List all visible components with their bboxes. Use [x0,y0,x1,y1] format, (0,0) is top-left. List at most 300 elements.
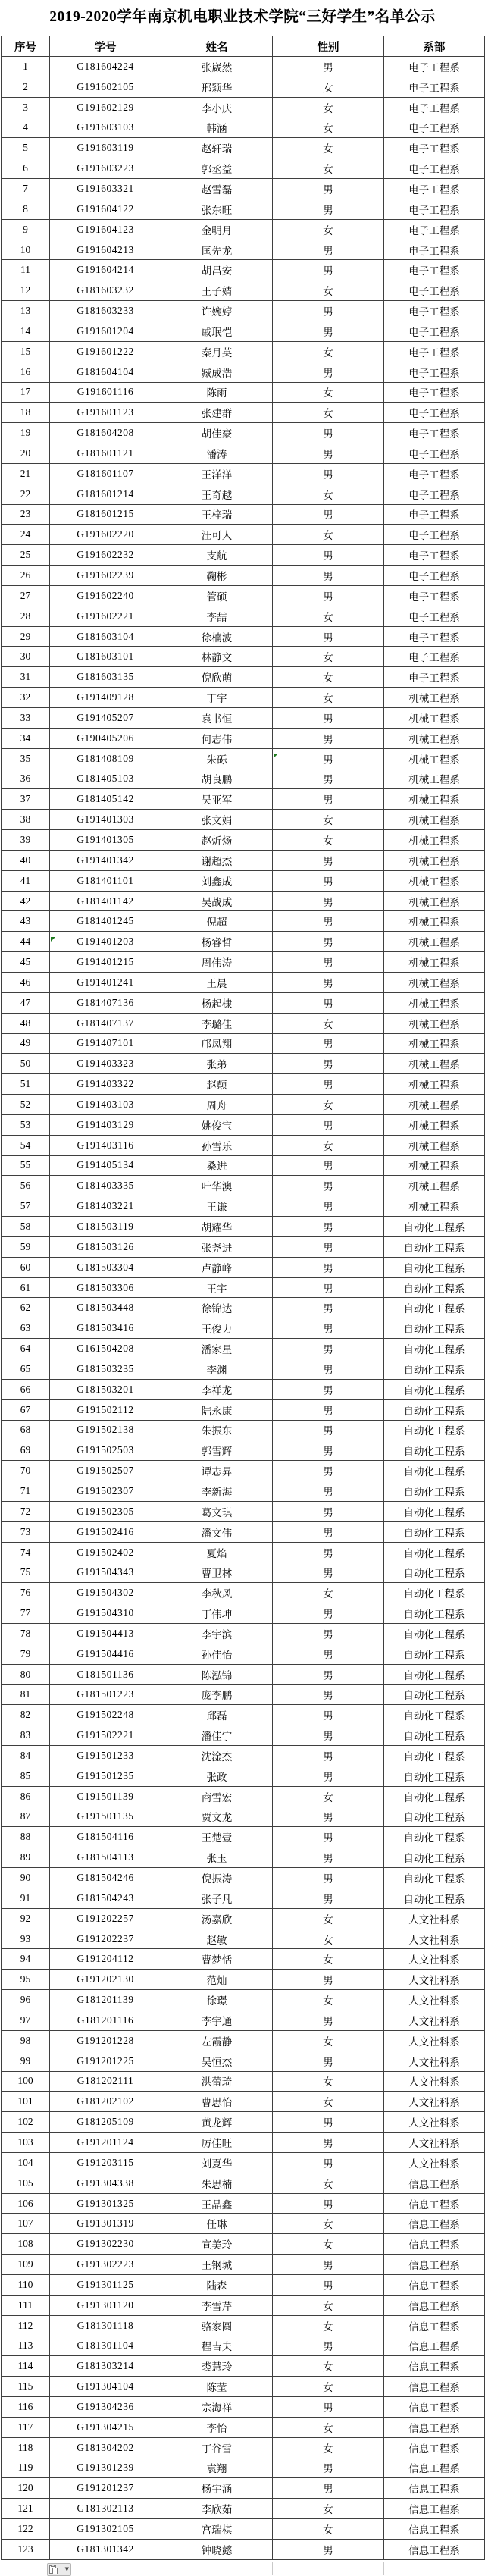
cell-department[interactable]: 电子工程系 [384,138,485,158]
cell-index[interactable]: 109 [2,2255,50,2275]
cell-student-id[interactable]: G191401342 [50,850,161,870]
cell-name[interactable]: 赵轩瑞 [161,138,273,158]
cell-department[interactable]: 机械工程系 [384,891,485,911]
cell-name[interactable]: 叶华澳 [161,1176,273,1196]
cell-student-id[interactable]: G191201124 [50,2133,161,2153]
cell-gender[interactable]: 男 [273,1868,384,1888]
cell-student-id[interactable]: G191401203 [50,932,161,952]
cell-department[interactable]: 机械工程系 [384,952,485,973]
cell-student-id[interactable]: G191502416 [50,1521,161,1542]
cell-department[interactable]: 自动化工程系 [384,1644,485,1664]
cell-name[interactable]: 袁翔 [161,2458,273,2478]
cell-gender[interactable]: 女 [273,2234,384,2255]
cell-index[interactable]: 98 [2,2030,50,2051]
header-department[interactable]: 系部 [384,36,485,57]
cell-name[interactable]: 左霞静 [161,2030,273,2051]
cell-department[interactable]: 信息工程系 [384,2499,485,2519]
cell-name[interactable]: 陆永康 [161,1399,273,1420]
cell-gender[interactable]: 男 [273,260,384,280]
cell-department[interactable]: 机械工程系 [384,789,485,810]
cell-department[interactable]: 自动化工程系 [384,1868,485,1888]
cell-gender[interactable]: 女 [273,525,384,545]
cell-gender[interactable]: 男 [273,2133,384,2153]
cell-department[interactable]: 自动化工程系 [384,1379,485,1399]
cell-index[interactable]: 8 [2,199,50,219]
cell-gender[interactable]: 男 [273,1114,384,1135]
cell-gender[interactable]: 男 [273,1644,384,1664]
cell-index[interactable]: 55 [2,1155,50,1176]
cell-name[interactable]: 裘慧玲 [161,2356,273,2377]
cell-index[interactable]: 10 [2,240,50,260]
cell-department[interactable]: 人文社科系 [384,1929,485,1949]
cell-index[interactable]: 6 [2,158,50,179]
cell-department[interactable]: 电子工程系 [384,403,485,423]
cell-index[interactable]: 11 [2,260,50,280]
cell-index[interactable]: 79 [2,1644,50,1664]
cell-student-id[interactable]: G191405207 [50,708,161,729]
cell-name[interactable]: 邱磊 [161,1705,273,1725]
cell-department[interactable]: 自动化工程系 [384,1481,485,1502]
cell-gender[interactable]: 男 [273,1746,384,1766]
cell-department[interactable]: 人文社科系 [384,2030,485,2051]
cell-name[interactable]: 王楚壹 [161,1827,273,1847]
header-index[interactable]: 序号 [2,36,50,57]
cell-index[interactable]: 91 [2,1888,50,1908]
cell-index[interactable]: 123 [2,2539,50,2559]
cell-name[interactable]: 曹卫林 [161,1562,273,1583]
cell-gender[interactable]: 女 [273,647,384,667]
cell-student-id[interactable]: G191304236 [50,2397,161,2418]
cell-gender[interactable]: 男 [273,1664,384,1684]
cell-gender[interactable]: 男 [273,423,384,443]
cell-index[interactable]: 25 [2,545,50,566]
cell-name[interactable]: 匡先龙 [161,240,273,260]
cell-student-id[interactable]: G181301104 [50,2336,161,2356]
cell-student-id[interactable]: G191502507 [50,1461,161,1481]
cell-gender[interactable]: 男 [273,504,384,525]
cell-gender[interactable]: 女 [273,2030,384,2051]
cell-department[interactable]: 电子工程系 [384,97,485,118]
cell-name[interactable]: 朱思楠 [161,2173,273,2193]
cell-gender[interactable]: 女 [273,382,384,403]
cell-index[interactable]: 75 [2,1562,50,1583]
cell-student-id[interactable]: G191202257 [50,1908,161,1929]
cell-department[interactable]: 电子工程系 [384,301,485,321]
cell-student-id[interactable]: G191502138 [50,1420,161,1440]
cell-name[interactable]: 倪超 [161,911,273,932]
cell-name[interactable]: 李璐佳 [161,1013,273,1033]
cell-student-id[interactable]: G181603135 [50,667,161,688]
cell-index[interactable]: 86 [2,1786,50,1807]
cell-index[interactable]: 117 [2,2417,50,2437]
cell-index[interactable]: 77 [2,1603,50,1624]
cell-name[interactable]: 李小庆 [161,97,273,118]
cell-department[interactable]: 信息工程系 [384,2214,485,2234]
cell-gender[interactable]: 男 [273,1379,384,1399]
cell-gender[interactable]: 男 [273,1277,384,1298]
cell-gender[interactable]: 女 [273,2377,384,2397]
cell-gender[interactable]: 男 [273,1318,384,1339]
cell-student-id[interactable]: G191405134 [50,1155,161,1176]
cell-student-id[interactable]: G191604214 [50,260,161,280]
cell-name[interactable]: 徐璟 [161,1990,273,2010]
cell-department[interactable]: 自动化工程系 [384,1521,485,1542]
cell-department[interactable]: 机械工程系 [384,1054,485,1074]
cell-student-id[interactable]: G181401101 [50,870,161,891]
cell-name[interactable]: 徐锦达 [161,1298,273,1318]
cell-department[interactable]: 信息工程系 [384,2539,485,2559]
cell-index[interactable]: 60 [2,1257,50,1277]
cell-department[interactable]: 自动化工程系 [384,1827,485,1847]
cell-gender[interactable]: 女 [273,2071,384,2092]
cell-department[interactable]: 自动化工程系 [384,1583,485,1603]
cell-name[interactable]: 王谦 [161,1196,273,1217]
cell-gender[interactable]: 男 [273,952,384,973]
cell-index[interactable]: 40 [2,850,50,870]
cell-department[interactable]: 信息工程系 [384,2315,485,2336]
cell-gender[interactable]: 男 [273,1339,384,1359]
cell-student-id[interactable]: G181603232 [50,280,161,301]
cell-index[interactable]: 5 [2,138,50,158]
cell-student-id[interactable]: G181401245 [50,911,161,932]
cell-gender[interactable]: 男 [273,2010,384,2031]
cell-student-id[interactable]: G191301120 [50,2295,161,2315]
cell-name[interactable]: 胡良鹏 [161,769,273,789]
cell-index[interactable]: 81 [2,1684,50,1705]
cell-name[interactable]: 骆家圆 [161,2315,273,2336]
cell-student-id[interactable]: G191502305 [50,1501,161,1521]
cell-index[interactable]: 105 [2,2173,50,2193]
cell-name[interactable]: 谭志昇 [161,1461,273,1481]
cell-name[interactable]: 李祥龙 [161,1379,273,1399]
cell-department[interactable]: 自动化工程系 [384,1399,485,1420]
cell-student-id[interactable]: G191401215 [50,952,161,973]
cell-gender[interactable]: 男 [273,1399,384,1420]
cell-department[interactable]: 机械工程系 [384,1114,485,1135]
cell-department[interactable]: 信息工程系 [384,2519,485,2540]
cell-name[interactable]: 夏焰 [161,1542,273,1562]
cell-department[interactable]: 电子工程系 [384,158,485,179]
cell-index[interactable]: 66 [2,1379,50,1399]
cell-index[interactable]: 93 [2,1929,50,1949]
cell-student-id[interactable]: G191604123 [50,219,161,240]
cell-index[interactable]: 113 [2,2336,50,2356]
cell-index[interactable]: 48 [2,1013,50,1033]
cell-gender[interactable]: 女 [273,2214,384,2234]
cell-department[interactable]: 机械工程系 [384,1196,485,1217]
cell-index[interactable]: 97 [2,2010,50,2031]
cell-name[interactable]: 倪振涛 [161,1868,273,1888]
cell-student-id[interactable]: G191502221 [50,1725,161,1746]
cell-department[interactable]: 机械工程系 [384,810,485,830]
cell-department[interactable]: 信息工程系 [384,2356,485,2377]
cell-index[interactable]: 16 [2,362,50,382]
cell-department[interactable]: 机械工程系 [384,688,485,708]
cell-name[interactable]: 胡昌安 [161,260,273,280]
cell-index[interactable]: 76 [2,1583,50,1603]
cell-department[interactable]: 电子工程系 [384,341,485,362]
cell-name[interactable]: 胡佳豪 [161,423,273,443]
cell-student-id[interactable]: G191304215 [50,2417,161,2437]
cell-gender[interactable]: 男 [273,2112,384,2133]
cell-name[interactable]: 商雪宏 [161,1786,273,1807]
cell-index[interactable]: 74 [2,1542,50,1562]
cell-department[interactable]: 人文社科系 [384,1970,485,1990]
cell-name[interactable]: 庞李鹏 [161,1684,273,1705]
cell-name[interactable]: 陈雨 [161,382,273,403]
cell-gender[interactable]: 男 [273,728,384,748]
cell-student-id[interactable]: G190405206 [50,728,161,748]
cell-department[interactable]: 电子工程系 [384,667,485,688]
cell-index[interactable]: 104 [2,2152,50,2173]
cell-student-id[interactable]: G181408109 [50,748,161,769]
cell-name[interactable]: 李喆 [161,606,273,626]
cell-name[interactable]: 李怡 [161,2417,273,2437]
cell-index[interactable]: 54 [2,1135,50,1155]
cell-index[interactable]: 58 [2,1217,50,1237]
cell-department[interactable]: 自动化工程系 [384,1888,485,1908]
cell-index[interactable]: 38 [2,810,50,830]
cell-index[interactable]: 7 [2,179,50,199]
cell-department[interactable]: 自动化工程系 [384,1501,485,1521]
cell-gender[interactable]: 男 [273,626,384,647]
cell-gender[interactable]: 男 [273,1501,384,1521]
cell-index[interactable]: 57 [2,1196,50,1217]
cell-name[interactable]: 李宇滨 [161,1623,273,1644]
cell-index[interactable]: 19 [2,423,50,443]
cell-index[interactable]: 59 [2,1236,50,1257]
cell-student-id[interactable]: G191301319 [50,2214,161,2234]
cell-department[interactable]: 机械工程系 [384,728,485,748]
cell-name[interactable]: 张东旺 [161,199,273,219]
cell-department[interactable]: 电子工程系 [384,118,485,138]
cell-gender[interactable]: 男 [273,443,384,464]
cell-student-id[interactable]: G191602105 [50,77,161,97]
cell-student-id[interactable]: G181601214 [50,484,161,504]
cell-student-id[interactable]: G191504302 [50,1583,161,1603]
cell-name[interactable]: 李欣茹 [161,2499,273,2519]
cell-department[interactable]: 信息工程系 [384,2458,485,2478]
cell-name[interactable]: 葛文琪 [161,1501,273,1521]
cell-name[interactable]: 邝凤翔 [161,1033,273,1054]
cell-student-id[interactable]: G191504310 [50,1603,161,1624]
cell-department[interactable]: 电子工程系 [384,463,485,484]
cell-name[interactable]: 袁书恒 [161,708,273,729]
cell-gender[interactable]: 男 [273,850,384,870]
cell-index[interactable]: 118 [2,2437,50,2458]
cell-student-id[interactable]: G181601215 [50,504,161,525]
cell-name[interactable]: 宗海祥 [161,2397,273,2418]
cell-index[interactable]: 26 [2,566,50,586]
cell-index[interactable]: 50 [2,1054,50,1074]
cell-student-id[interactable]: G191401303 [50,810,161,830]
cell-gender[interactable]: 女 [273,219,384,240]
cell-student-id[interactable]: G181201139 [50,1990,161,2010]
cell-name[interactable]: 任琳 [161,2214,273,2234]
cell-student-id[interactable]: G191502402 [50,1542,161,1562]
cell-gender[interactable]: 男 [273,1440,384,1461]
cell-gender[interactable]: 男 [273,1074,384,1095]
cell-name[interactable]: 杨起棣 [161,992,273,1013]
cell-department[interactable]: 电子工程系 [384,362,485,382]
cell-student-id[interactable]: G191603119 [50,138,161,158]
cell-index[interactable]: 111 [2,2295,50,2315]
cell-department[interactable]: 自动化工程系 [384,1766,485,1786]
cell-gender[interactable]: 男 [273,2458,384,2478]
cell-index[interactable]: 39 [2,830,50,851]
cell-department[interactable]: 人文社科系 [384,1908,485,1929]
cell-student-id[interactable]: G191301125 [50,2274,161,2295]
cell-gender[interactable]: 女 [273,2437,384,2458]
cell-department[interactable]: 机械工程系 [384,1135,485,1155]
cell-name[interactable]: 胡耀华 [161,1217,273,1237]
cell-student-id[interactable]: G191601204 [50,321,161,341]
cell-index[interactable]: 62 [2,1298,50,1318]
cell-index[interactable]: 17 [2,382,50,403]
cell-name[interactable]: 刘夏华 [161,2152,273,2173]
cell-student-id[interactable]: G191502112 [50,1399,161,1420]
cell-gender[interactable]: 男 [273,1970,384,1990]
cell-student-id[interactable]: G181601121 [50,443,161,464]
cell-student-id[interactable]: G181503201 [50,1379,161,1399]
cell-student-id[interactable]: G191603103 [50,118,161,138]
cell-student-id[interactable]: G191602239 [50,566,161,586]
cell-student-id[interactable]: G191501233 [50,1746,161,1766]
cell-index[interactable]: 107 [2,2214,50,2234]
cell-name[interactable]: 张文娟 [161,810,273,830]
cell-department[interactable]: 自动化工程系 [384,1664,485,1684]
cell-name[interactable]: 张子凡 [161,1888,273,1908]
cell-name[interactable]: 黄龙辉 [161,2112,273,2133]
cell-student-id[interactable]: G191202130 [50,1970,161,1990]
cell-name[interactable]: 潘涛 [161,443,273,464]
cell-name[interactable]: 赵雪磊 [161,179,273,199]
cell-name[interactable]: 周舟 [161,1095,273,1115]
cell-index[interactable]: 27 [2,585,50,606]
cell-department[interactable]: 信息工程系 [384,2193,485,2214]
cell-department[interactable]: 人文社科系 [384,2071,485,2092]
cell-student-id[interactable]: G191604122 [50,199,161,219]
cell-department[interactable]: 自动化工程系 [384,1847,485,1868]
cell-gender[interactable]: 男 [273,1359,384,1380]
cell-department[interactable]: 自动化工程系 [384,1705,485,1725]
cell-student-id[interactable]: G191504343 [50,1562,161,1583]
cell-department[interactable]: 电子工程系 [384,606,485,626]
cell-name[interactable]: 李渊 [161,1359,273,1380]
cell-department[interactable]: 人文社科系 [384,2133,485,2153]
cell-department[interactable]: 电子工程系 [384,423,485,443]
cell-department[interactable]: 电子工程系 [384,647,485,667]
cell-student-id[interactable]: G191302223 [50,2255,161,2275]
cell-index[interactable]: 96 [2,1990,50,2010]
cell-department[interactable]: 自动化工程系 [384,1746,485,1766]
cell-student-id[interactable]: G191403323 [50,1054,161,1074]
cell-name[interactable]: 张崴然 [161,57,273,77]
cell-gender[interactable]: 男 [273,362,384,382]
cell-student-id[interactable]: G181202102 [50,2092,161,2112]
cell-name[interactable]: 支航 [161,545,273,566]
header-student-id[interactable]: 学号 [50,36,161,57]
cell-gender[interactable]: 女 [273,280,384,301]
cell-gender[interactable]: 女 [273,484,384,504]
cell-name[interactable]: 潘佳宁 [161,1725,273,1746]
cell-student-id[interactable]: G181501136 [50,1664,161,1684]
cell-gender[interactable]: 女 [273,1929,384,1949]
cell-name[interactable]: 王晨 [161,972,273,992]
cell-gender[interactable]: 女 [273,77,384,97]
cell-department[interactable]: 人文社科系 [384,1949,485,1970]
cell-index[interactable]: 23 [2,504,50,525]
cell-name[interactable]: 郭丞益 [161,158,273,179]
cell-name[interactable]: 王奇越 [161,484,273,504]
cell-student-id[interactable]: G181604104 [50,362,161,382]
cell-index[interactable]: 33 [2,708,50,729]
cell-gender[interactable]: 男 [273,1603,384,1624]
cell-name[interactable]: 钟晓懿 [161,2539,273,2559]
cell-student-id[interactable]: G181405103 [50,769,161,789]
cell-index[interactable]: 18 [2,403,50,423]
cell-index[interactable]: 72 [2,1501,50,1521]
cell-name[interactable]: 吴恒杰 [161,2051,273,2071]
cell-name[interactable]: 李新海 [161,1481,273,1502]
cell-gender[interactable]: 男 [273,321,384,341]
cell-gender[interactable]: 女 [273,2295,384,2315]
cell-student-id[interactable]: G191201237 [50,2478,161,2499]
cell-gender[interactable]: 男 [273,870,384,891]
cell-department[interactable]: 自动化工程系 [384,1217,485,1237]
cell-department[interactable]: 电子工程系 [384,504,485,525]
cell-student-id[interactable]: G191403116 [50,1135,161,1155]
cell-student-id[interactable]: G191601123 [50,403,161,423]
cell-department[interactable]: 自动化工程系 [384,1786,485,1807]
cell-name[interactable]: 何志伟 [161,728,273,748]
cell-gender[interactable]: 女 [273,403,384,423]
cell-gender[interactable]: 男 [273,1420,384,1440]
cell-index[interactable]: 71 [2,1481,50,1502]
cell-index[interactable]: 43 [2,911,50,932]
cell-name[interactable]: 王宇 [161,1277,273,1298]
cell-name[interactable]: 邢颖华 [161,77,273,97]
cell-department[interactable]: 电子工程系 [384,443,485,464]
cell-student-id[interactable]: G181401142 [50,891,161,911]
cell-student-id[interactable]: G181503306 [50,1277,161,1298]
cell-index[interactable]: 36 [2,769,50,789]
cell-student-id[interactable]: G191502307 [50,1481,161,1502]
cell-name[interactable]: 张政 [161,1766,273,1786]
cell-index[interactable]: 78 [2,1623,50,1644]
cell-name[interactable]: 李秋风 [161,1583,273,1603]
cell-name[interactable]: 张尧进 [161,1236,273,1257]
cell-department[interactable]: 机械工程系 [384,1013,485,1033]
cell-index[interactable]: 106 [2,2193,50,2214]
cell-gender[interactable]: 女 [273,830,384,851]
cell-department[interactable]: 电子工程系 [384,260,485,280]
cell-name[interactable]: 李宇通 [161,2010,273,2031]
cell-department[interactable]: 自动化工程系 [384,1339,485,1359]
cell-index[interactable]: 45 [2,952,50,973]
cell-department[interactable]: 电子工程系 [384,240,485,260]
cell-student-id[interactable]: G191201228 [50,2030,161,2051]
cell-department[interactable]: 电子工程系 [384,57,485,77]
cell-index[interactable]: 1 [2,57,50,77]
cell-name[interactable]: 王洋洋 [161,463,273,484]
header-gender[interactable]: 性别 [273,36,384,57]
cell-gender[interactable]: 男 [273,2539,384,2559]
cell-gender[interactable]: 女 [273,158,384,179]
cell-name[interactable]: 吴亚军 [161,789,273,810]
cell-student-id[interactable]: G191401241 [50,972,161,992]
cell-student-id[interactable]: G181503448 [50,1298,161,1318]
